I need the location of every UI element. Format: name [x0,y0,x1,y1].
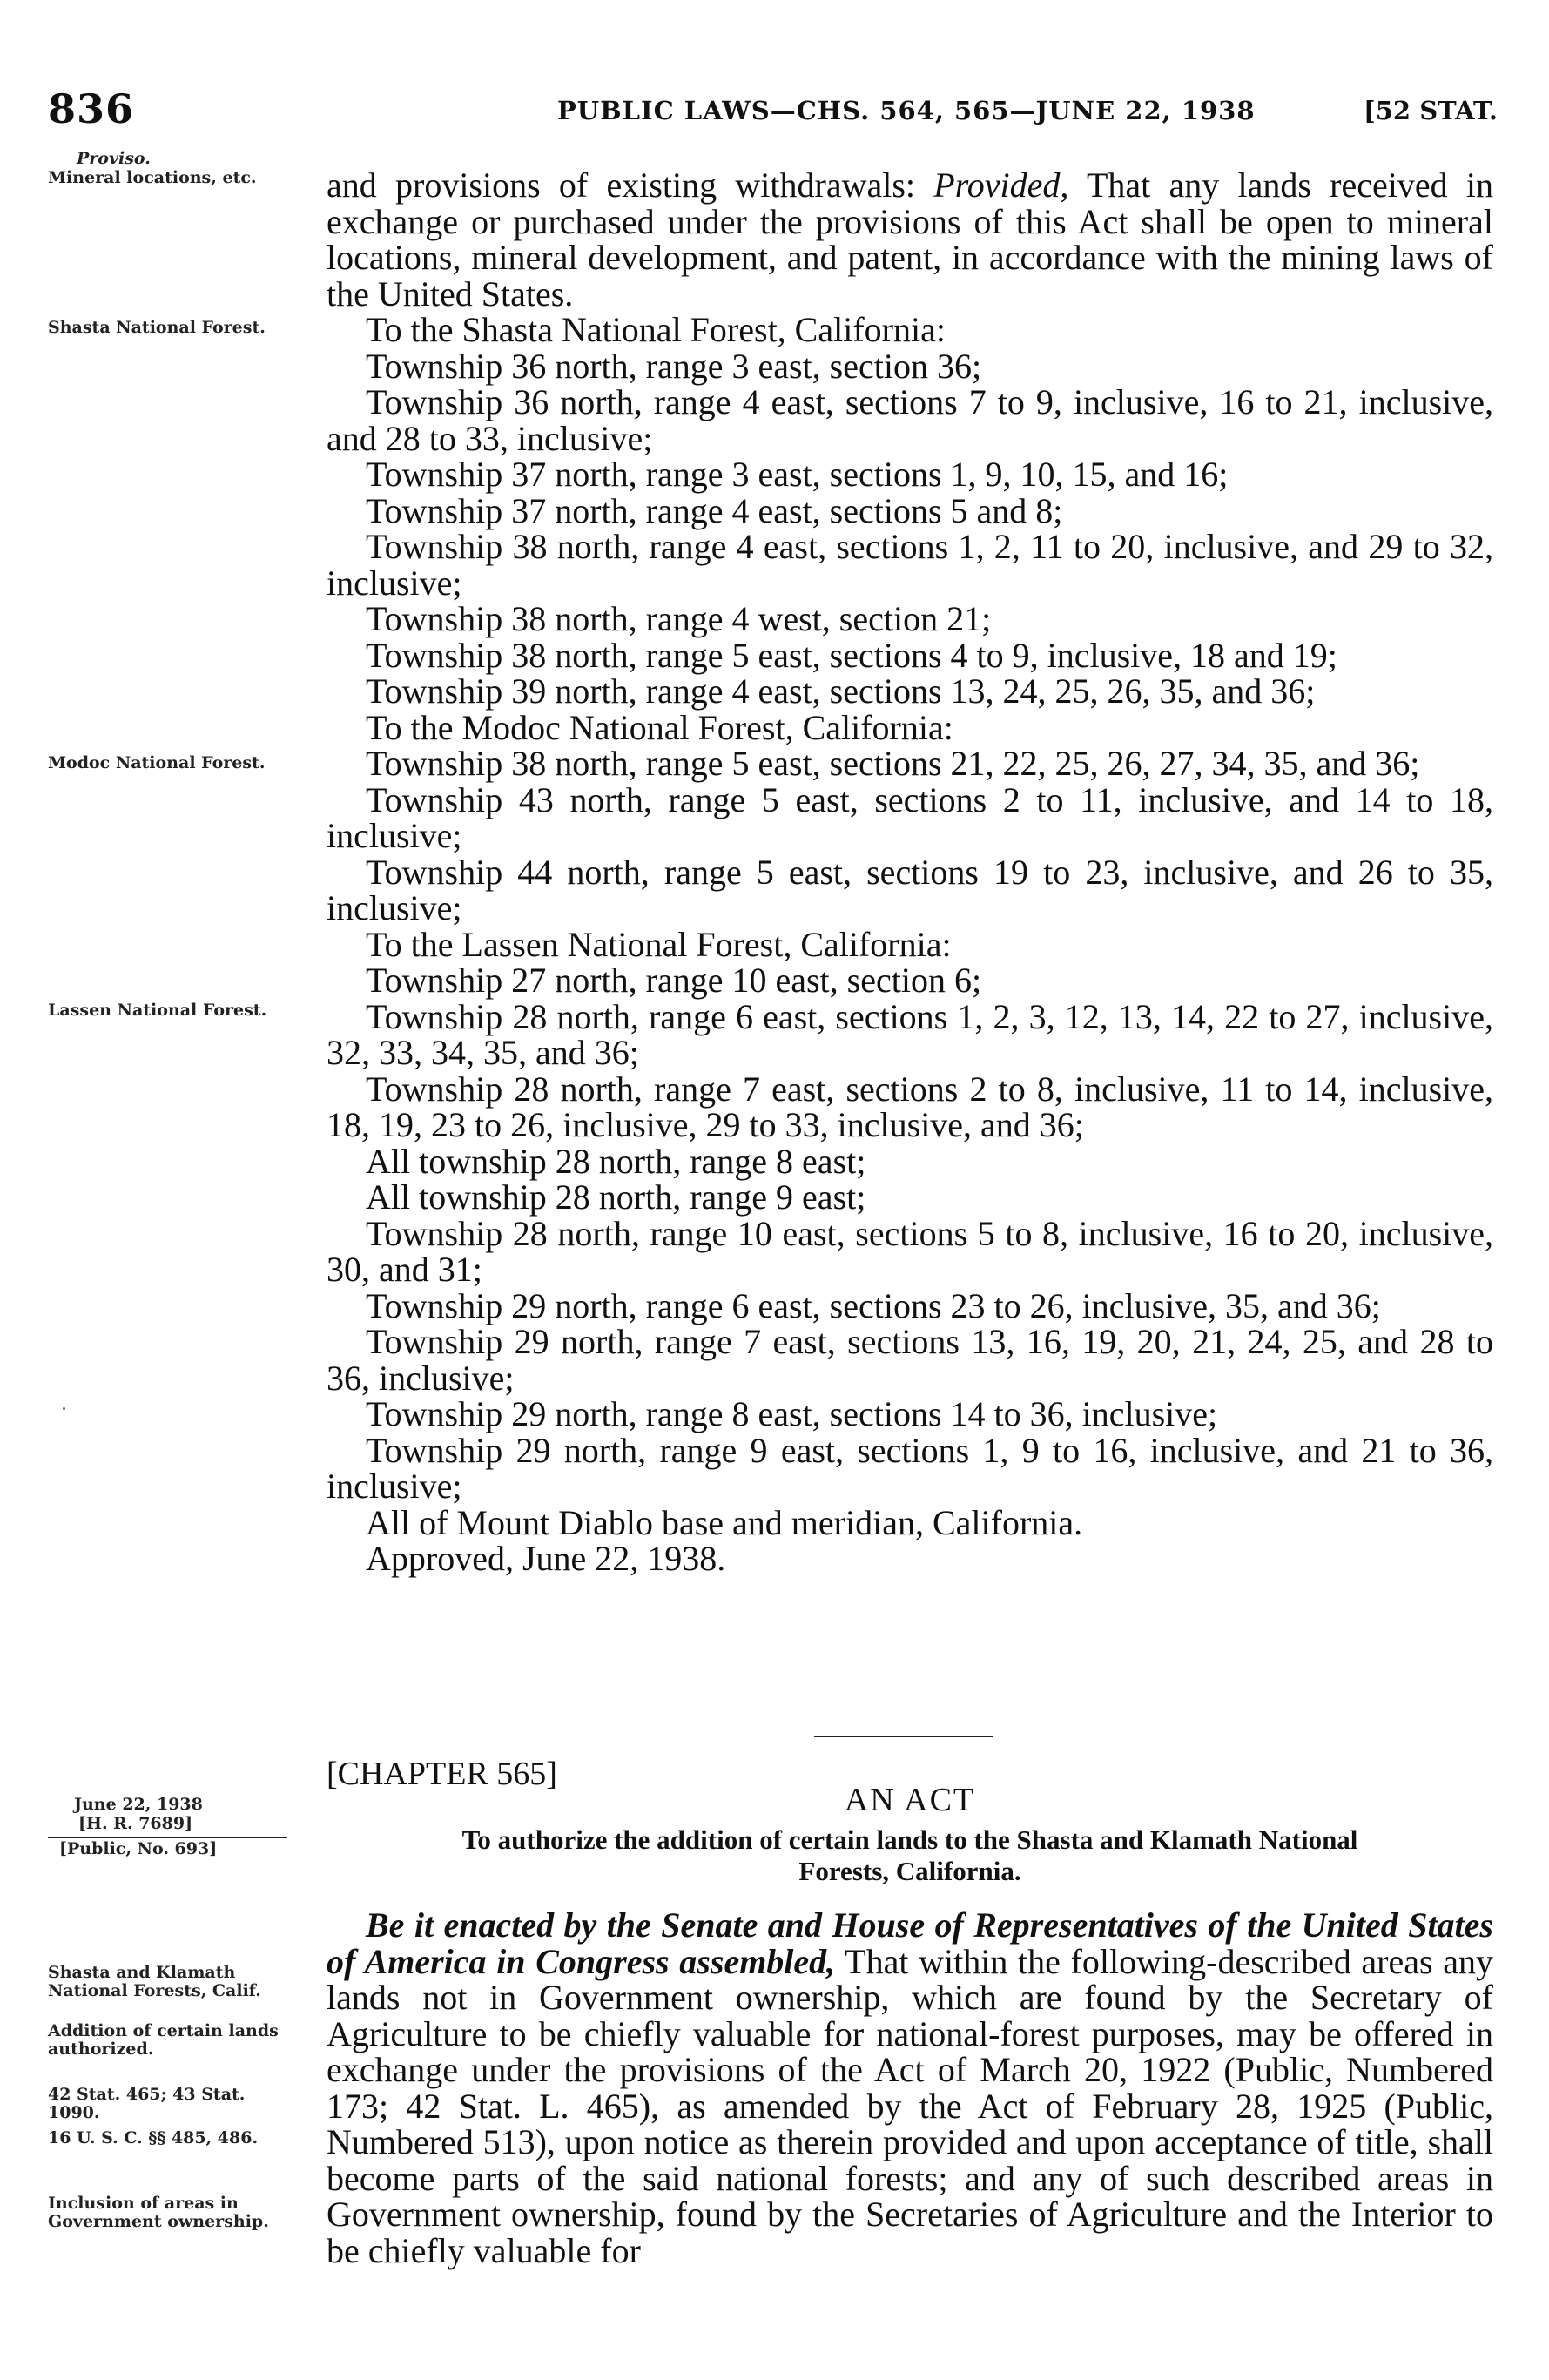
paragraph: Township 28 north, range 6 east, sections 1, 2, 3, 12, 13, 14, 22 to 27, inclusive, 32, 33, 34, 35, and 36; [327,996,1493,1072]
running-title: PUBLIC LAWS—CHS. 564, 565—JUNE 22, 1938 [557,96,1256,125]
paragraph: Township 28 north, range 10 east, sections 5 to 8, inclusive, 16 to 20, inclusive, 30, and 31; [327,1213,1493,1289]
paragraph: Township 37 north, range 3 east, sections 1, 9, 10, 15, and 16; [366,455,1229,494]
paragraph: Township 38 north, range 4 east, sections 1, 2, 11 to 20, inclusive, and 29 to 32, inclusive; [327,527,1493,603]
body-text [327,167,1493,1577]
paragraph: Township 38 north, range 5 east, sections 4 to 9, inclusive, 18 and 19; [366,635,1337,675]
paragraph: Township 39 north, range 4 east, sections 13, 24, 25, 26, 35, and 36; [366,671,1316,711]
paragraph: and provisions of existing withdrawals: Provided, That any lands received in exchange or purchased under the provisions of this Act shall be open to mineral locations, mineral development, and patent, in accordance with the mining laws of the United States. [327,165,1493,314]
paragraph: All township 28 north, range 8 east; [366,1141,866,1181]
page-header [48,85,1498,138]
paragraph: Township 36 north, range 3 east, section 36; [366,346,982,386]
chapter-heading: [CHAPTER 565] [327,1756,557,1792]
act-purpose: To authorize the addition of certain lands to the Shasta and Klamath National Forests, California. [461,1824,1358,1886]
margin-shasta-forest: Shasta National Forest. [48,318,266,337]
paragraph: Township 36 north, range 4 east, sections 7 to 9, inclusive, 16 to 21, inclusive, and 28 to 33, inclusive; [327,382,1493,458]
margin-lassen-forest: Lassen National Forest. [48,1001,267,1020]
paragraph: Township 38 north, range 4 west, section 21; [366,599,992,638]
margin-shasta-klamath: Shasta and Klamath National Forests, Calif. [48,1963,261,2000]
paragraph: To the Lassen National Forest, California: [366,924,952,964]
margin-rule [48,1837,287,1838]
paragraph: All township 28 north, range 9 east; [366,1177,866,1217]
paragraph: Township 28 north, range 7 east, sections 2 to 8, inclusive, 11 to 14, inclusive, 18, 19, 23 to 26, inclusive, 29 to 33, inclusive, and 36; [327,1069,1493,1144]
paragraph: Township 44 north, range 5 east, sections 19 to 23, inclusive, and 26 to 35, inclusive; [327,852,1493,927]
paragraph: Township 37 north, range 4 east, sections 5 and 8; [366,490,1063,530]
margin-public-number: [Public, No. 693] [59,1839,218,1858]
paragraph: Township 29 north, range 6 east, sections 23 to 26, inclusive, 35, and 36; [366,1285,1381,1325]
approval-line: Approved, June 22, 1938. [366,1539,726,1578]
volume-reference: [52 STAT. [1364,96,1498,125]
section-divider [814,1736,993,1737]
paragraph: Township 38 north, range 5 east, sections 21, 22, 25, 26, 27, 34, 35, and 36; [366,744,1420,783]
margin-stat-reference: 42 Stat. 465; 43 Stat. 1090. [48,2085,246,2122]
paragraph: To the Modoc National Forest, California: [366,707,953,747]
margin-modoc-forest: Modoc National Forest. [48,753,266,772]
margin-hr-number: [H. R. 7689] [78,1814,193,1833]
paragraph: Township 29 north, range 7 east, sections 13, 16, 19, 20, 21, 24, 25, and 28 to 36, inclusive; [327,1322,1493,1398]
margin-date: June 22, 1938 [74,1795,203,1814]
paragraph: Township 29 north, range 8 east, sections 14 to 36, inclusive; [366,1394,1218,1433]
margin-mineral-locations: Mineral locations, etc. [48,168,257,187]
margin-inclusion: Inclusion of areas in Government ownership. [48,2194,269,2231]
paragraph: All of Mount Diablo base and meridian, California. [366,1502,1083,1542]
margin-usc-reference: 16 U. S. C. §§ 485, 486. [48,2128,259,2147]
paragraph: Township 29 north, range 9 east, sections 1, 9 to 16, inclusive, and 21 to 36, inclusive; [327,1430,1493,1506]
paragraph: Township 43 north, range 5 east, sections 2 to 11, inclusive, and 14 to 18, inclusive; [327,779,1493,855]
margin-addition-authorized: Addition of certain lands authorized. [48,2021,279,2059]
paragraph: Township 27 north, range 10 east, section 6; [366,961,982,1000]
act-heading: AN ACT [844,1782,976,1818]
page-number: 836 [48,85,135,132]
margin-proviso: Proviso. [77,149,151,168]
margin-dot [63,1407,65,1410]
paragraph: To the Shasta National Forest, California: [366,310,946,349]
enacting-clause: Be it enacted by the Senate and House of Representatives of the United States of America in Congress assembled, That within the following-described areas any lands not in Government ownership, which are found by the Secretary of Agriculture to be chiefly valuable for national-forest purposes, may be offered in exchange under the provisions of the Act of March 20, 1922 (Public, Numbered 173; 42 Stat. L. 465), as amended by the Act of February 28, 1925 (Public, Numbered 513), upon notice as therein provided and upon acceptance of title, shall become parts of the said national forests; and any of such described areas in Government ownership, found by the Secretaries of Agriculture and the Interior to be chiefly valuable for [327,1905,1493,2270]
